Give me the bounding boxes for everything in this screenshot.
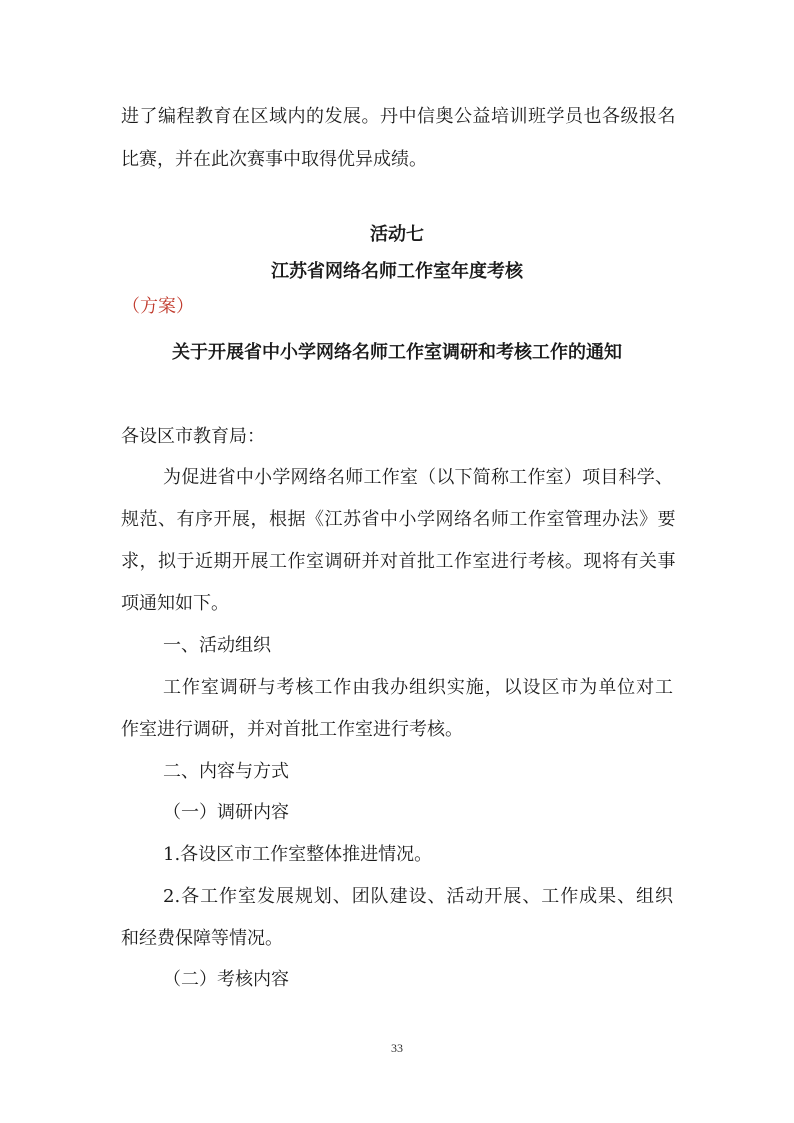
activity-title: 江苏省网络名师工作室年度考核 [271,261,523,282]
list-item-2-line-1: 2.各工作室发展规划、团队建设、活动开展、工作成果、组织 [163,886,673,907]
subsection-heading-1: （一）调研内容 [163,802,289,823]
list-item-2-line-2: 和经费保障等情况。 [121,928,283,949]
paragraph-1-line-2: 规范、有序开展，根据《江苏省中小学网络名师工作室管理办法》要 [121,509,676,530]
section-heading-1: 一、活动组织 [163,635,271,656]
paragraph-2-line-1: 工作室调研与考核工作由我办组织实施，以设区市为单位对工 [163,677,673,698]
page-number: 33 [391,1041,403,1055]
plan-label: （方案） [122,296,194,317]
paragraph-1-line-4: 项通知如下。 [121,593,229,614]
section-heading-2: 二、内容与方式 [163,761,289,782]
subsection-heading-2: （二）考核内容 [163,969,289,990]
paragraph-1-line-1: 为促进省中小学网络名师工作室（以下简称工作室）项目科学、 [163,467,673,488]
paragraph-1-line-3: 求，拟于近期开展工作室调研并对首批工作室进行考核。现将有关事 [121,551,676,572]
activity-number: 活动七 [370,224,424,245]
paragraph-2-line-2: 作室进行调研，并对首批工作室进行考核。 [121,719,463,740]
continuation-line-1: 进了编程教育在区域内的发展。丹中信奥公益培训班学员也各级报名 [121,106,676,127]
continuation-line-2: 比赛，并在此次赛事中取得优异成绩。 [121,149,427,170]
notice-title: 关于开展省中小学网络名师工作室调研和考核工作的通知 [172,342,622,363]
list-item-1: 1.各设区市工作室整体推进情况。 [163,844,433,865]
salutation: 各设区市教育局： [121,426,265,447]
